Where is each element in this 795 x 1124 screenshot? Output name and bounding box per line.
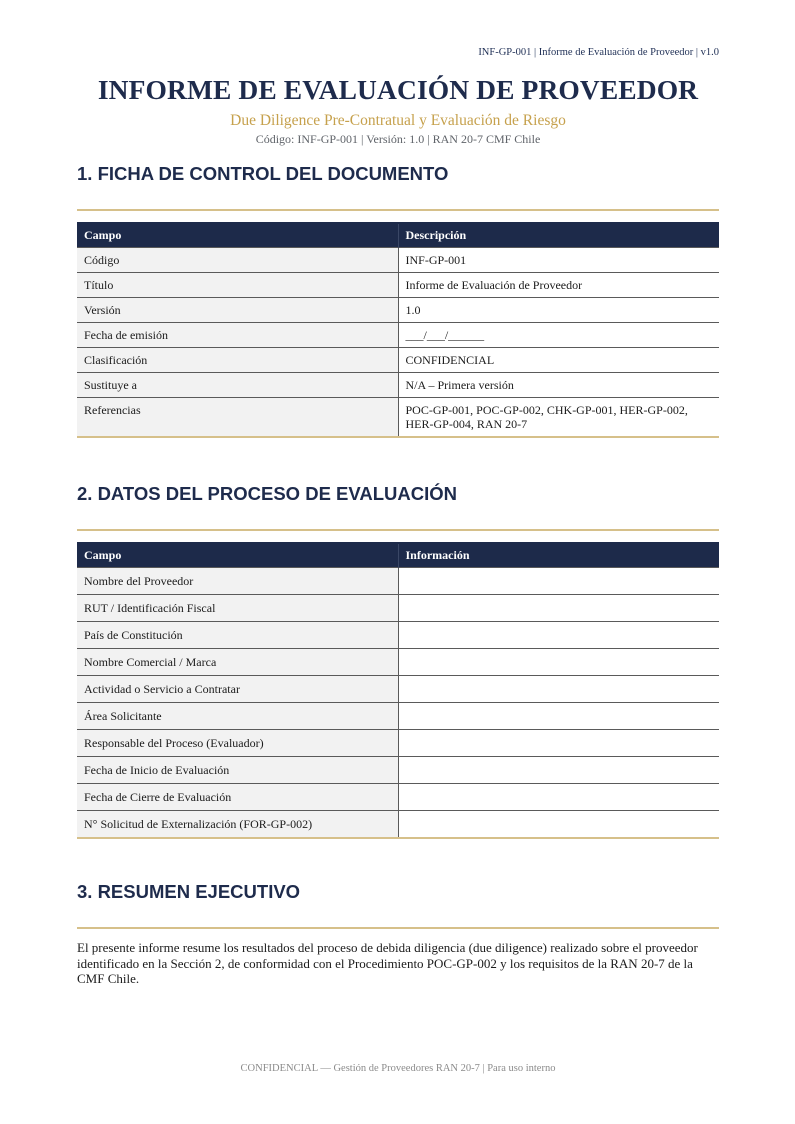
row-value-input[interactable] — [398, 676, 719, 703]
table-row — [77, 703, 719, 730]
table-row — [77, 676, 719, 703]
table-header-row — [77, 223, 719, 248]
page-footer: CONFIDENCIAL — Gestión de Proveedores RAN 20-7 | Para uso interno — [240, 1063, 556, 1074]
row-value-input[interactable] — [398, 757, 719, 784]
row-label: País de Constitución — [77, 622, 398, 649]
row-value-input[interactable] — [398, 730, 719, 757]
row-label: Código — [77, 248, 398, 273]
section-3-rule — [77, 927, 719, 929]
table-row — [77, 298, 719, 323]
table-header-row — [77, 543, 719, 568]
row-label: Fecha de emisión — [77, 323, 398, 348]
section-1-rule — [77, 209, 719, 211]
row-label: Referencias — [77, 398, 398, 437]
executive-summary-paragraph: El presente informe resume los resultados del proceso de debida diligencia (due diligence) realizado sobre el proveedor identificado en la Sección 2, de conformidad con el Procedimiento POC-GP-002 y los requisitos de la RAN 20-7 de la CMF Chile. — [77, 940, 698, 986]
table-row — [77, 811, 719, 838]
table-row — [77, 323, 719, 348]
section-2-rule — [77, 529, 719, 531]
row-value: POC-GP-001, POC-GP-002, CHK-GP-001, HER-GP-002, HER-GP-004, RAN 20-7 — [398, 398, 719, 437]
row-label: Área Solicitante — [77, 703, 398, 730]
row-label: Clasificación — [77, 348, 398, 373]
column-header-campo: Campo — [77, 543, 398, 568]
section-2-heading: 2. DATOS DEL PROCESO DE EVALUACIÓN — [77, 483, 457, 504]
row-value-input[interactable] — [398, 568, 719, 595]
row-label: Nombre del Proveedor — [77, 568, 398, 595]
table-row — [77, 784, 719, 811]
row-value: INF-GP-001 — [398, 248, 719, 273]
document-control-table — [77, 222, 719, 438]
row-value-input[interactable] — [398, 622, 719, 649]
table-row — [77, 398, 719, 437]
column-header-campo: Campo — [77, 223, 398, 248]
table-row — [77, 248, 719, 273]
table-row — [77, 373, 719, 398]
table-row — [77, 568, 719, 595]
row-label: Nombre Comercial / Marca — [77, 649, 398, 676]
row-value: Informe de Evaluación de Proveedor — [398, 273, 719, 298]
table-row — [77, 595, 719, 622]
table-row — [77, 273, 719, 298]
document-subtitle: Due Diligence Pre-Contratual y Evaluación de Riesgo — [230, 112, 566, 129]
row-value-input[interactable] — [398, 784, 719, 811]
document-page — [77, 0, 719, 1124]
table-row — [77, 649, 719, 676]
table-row — [77, 730, 719, 757]
row-value: N/A – Primera versión — [398, 373, 719, 398]
row-value: ___/___/______ — [398, 323, 719, 348]
column-header-descripcion: Descripción — [398, 223, 719, 248]
row-label: Fecha de Cierre de Evaluación — [77, 784, 398, 811]
row-value-input[interactable] — [398, 811, 719, 838]
row-value-input[interactable] — [398, 595, 719, 622]
row-value: CONFIDENCIAL — [398, 348, 719, 373]
row-value-input[interactable] — [398, 649, 719, 676]
row-label: RUT / Identificación Fiscal — [77, 595, 398, 622]
table-row — [77, 757, 719, 784]
row-label: Sustituye a — [77, 373, 398, 398]
document-meta: Código: INF-GP-001 | Versión: 1.0 | RAN 20-7 CMF Chile — [255, 132, 541, 146]
row-label: Actividad o Servicio a Contratar — [77, 676, 398, 703]
column-header-informacion: Información — [398, 543, 719, 568]
row-label: N° Solicitud de Externalización (FOR-GP-002) — [77, 811, 398, 838]
row-value-input[interactable] — [398, 703, 719, 730]
document-title: INFORME DE EVALUACIÓN DE PROVEEDOR — [97, 74, 699, 105]
table-row — [77, 348, 719, 373]
section-3-heading: 3. RESUMEN EJECUTIVO — [77, 881, 301, 902]
section-1-heading: 1. FICHA DE CONTROL DEL DOCUMENTO — [77, 163, 449, 184]
row-label: Responsable del Proceso (Evaluador) — [77, 730, 398, 757]
row-label: Título — [77, 273, 398, 298]
row-label: Versión — [77, 298, 398, 323]
row-label: Fecha de Inicio de Evaluación — [77, 757, 398, 784]
document-reference-header: INF-GP-001 | Informe de Evaluación de Proveedor | v1.0 — [478, 47, 719, 58]
evaluation-data-table — [77, 542, 719, 839]
row-value: 1.0 — [398, 298, 719, 323]
table-row — [77, 622, 719, 649]
